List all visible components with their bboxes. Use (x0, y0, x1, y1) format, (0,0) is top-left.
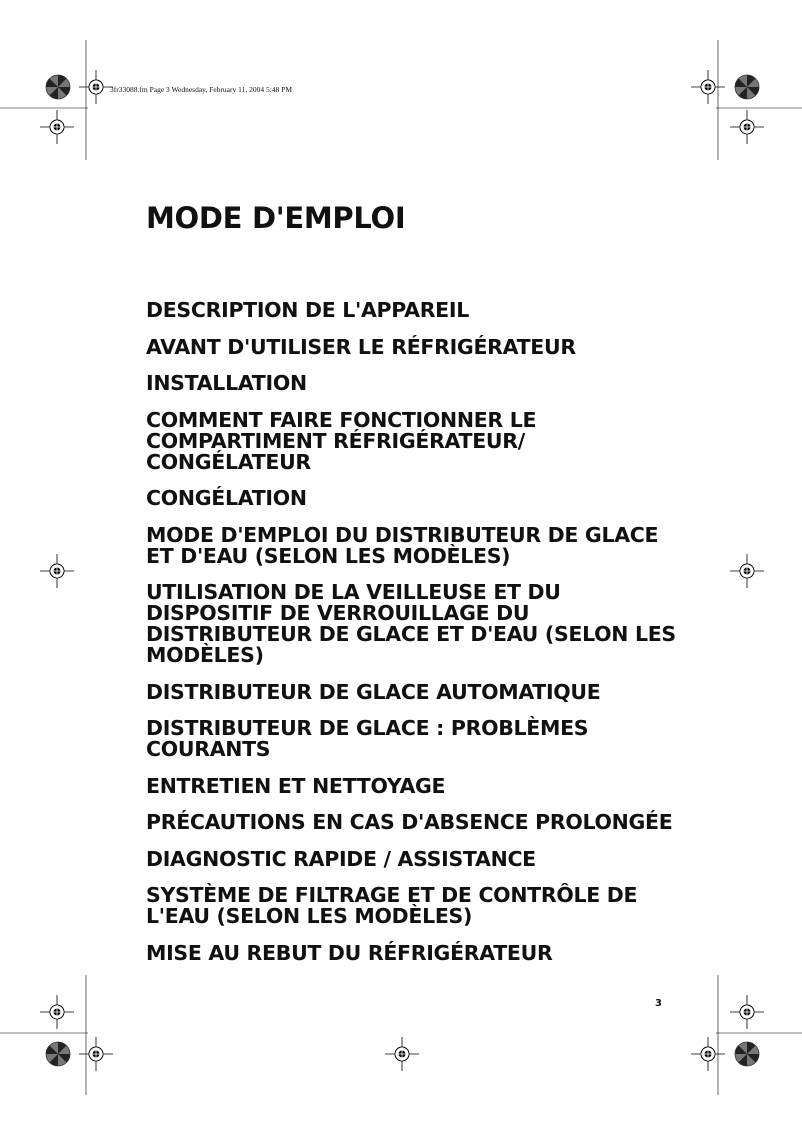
toc-item: CONGÉLATION (146, 486, 307, 510)
header-file-info: 3fr33088.fm Page 3 Wednesday, February 11, 2004 5:48 PM (110, 85, 293, 94)
toc-item: MISE AU REBUT DU RÉFRIGÉRATEUR (146, 940, 553, 965)
registration-mark-icon (40, 995, 74, 1029)
color-wheel-icon (735, 75, 759, 99)
toc-item: DISTRIBUTEUR DE GLACE : PROBLÈMES COURANTS (146, 716, 589, 761)
toc-item: MODE D'EMPLOI DU DISTRIBUTEUR DE GLACE ET D'EAU (SELON LES MODÈLES) (146, 522, 659, 568)
toc-item: AVANT D'UTILISER LE RÉFRIGÉRATEUR (146, 334, 576, 359)
toc-item: UTILISATION DE LA VEILLEUSE ET DU DISPOSITIF DE VERROUILLAGE DU DISTRIBUTEUR DE GLACE ET D'EAU (SELON LES MODÈLES) (146, 580, 676, 667)
toc-item: DISTRIBUTEUR DE GLACE AUTOMATIQUE (146, 679, 601, 704)
registration-mark-icon (79, 70, 113, 104)
registration-mark-icon (40, 110, 74, 144)
table-of-contents (146, 300, 686, 979)
registration-mark-icon (79, 1037, 113, 1071)
toc-item: DESCRIPTION DE L'APPAREIL (146, 298, 469, 322)
registration-mark-icon (691, 70, 725, 104)
color-wheel-icon (735, 1042, 759, 1066)
toc-item: DIAGNOSTIC RAPIDE / ASSISTANCE (146, 846, 536, 871)
registration-mark-icon (730, 995, 764, 1029)
registration-mark-icon (730, 554, 764, 588)
page-number: 3 (655, 998, 662, 1009)
toc-item: ENTRETIEN ET NETTOYAGE (146, 773, 446, 798)
toc-item: PRÉCAUTIONS EN CAS D'ABSENCE PROLONGÉE (146, 810, 673, 834)
color-wheel-icon (46, 1042, 70, 1066)
toc-item: SYSTÈME DE FILTRAGE ET DE CONTRÔLE DE L'EAU (SELON LES MODÈLES) (146, 883, 638, 928)
registration-mark-icon (691, 1037, 725, 1071)
registration-mark-icon (385, 1037, 419, 1071)
toc-item: INSTALLATION (146, 371, 307, 395)
toc-item: COMMENT FAIRE FONCTIONNER LE COMPARTIMENT RÉFRIGÉRATEUR/ CONGÉLATEUR (146, 407, 537, 474)
registration-mark-icon (730, 110, 764, 144)
color-wheel-icon (46, 75, 70, 99)
registration-mark-icon (40, 554, 74, 588)
page-title: MODE D'EMPLOI (146, 201, 406, 235)
